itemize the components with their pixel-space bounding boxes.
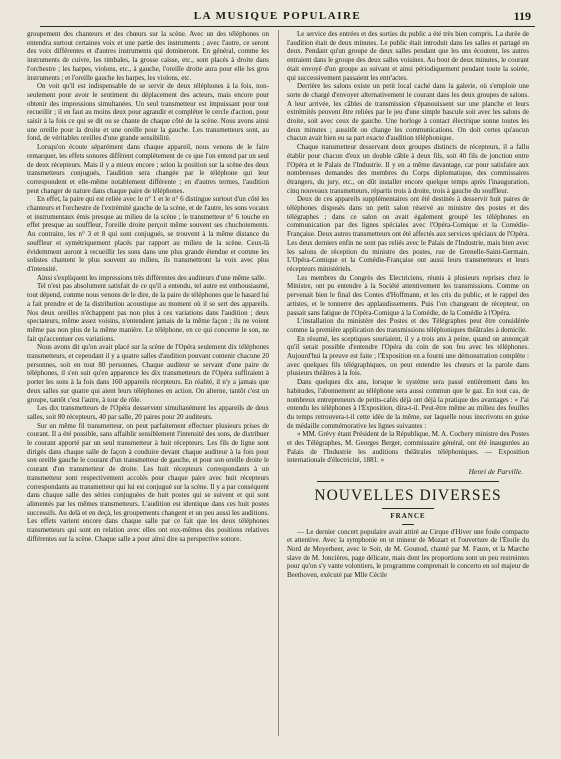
paragraph: groupement des chanteurs et des chœurs sur la scène. Avec un des téléphones on entendra surtout certaines voix et une partie des instruments ; avec l'autre, ce seront des voix différentes et d'autres instruments qui domineront. En général, comme les instruments de cuivre, les timbales, la grosse caisse, etc., sont placés à droite dans l'orchestre ; les harpes, violons, etc., à gauche, l'oreille droite aura pour elle les gros instruments ; et l'oreille gauche les harpes, les violons, etc.	[27, 30, 269, 82]
paragraph: En résumé, les sceptiques souriaient, il y a trois ans à peine, quand on annonçait qu'il serait possible d'entendre l'Opéra du coin de son feu avec les téléphones. Aujourd'hui la preuve est faite ; l'Exposition en a fourni une démonstration complète : avec quelques fils télégraphiques, on peut entendre les chœurs et la parole dans plusieurs théâtres à la fois.	[287, 334, 529, 378]
paragraph: Tel n'est pas absolument satisfait de ce qu'il a entendu, tel autre est enthousiasmé, tout dépend, comme nous venons de le dire, de la paire de téléphones que le hasard lui a fait prendre et de la distribution acoustique au moment où il se sert des appareils. Nos deux oreilles n'échappent pas non plus à ces variations dans l'audition ; deux spectateurs, même assez voisins, n'entendent jamais de la même façon ; ils ne voient même pas non plus de la même manière. Le téléphone, en ce qui concerne le son, ne fait qu'accentuer ces variations.	[27, 282, 269, 343]
running-title: LA MUSIQUE POPULAIRE	[193, 10, 362, 22]
section-separator	[317, 481, 499, 482]
left-column	[27, 30, 269, 736]
section-title: NOUVELLES DIVERSES	[314, 486, 502, 504]
author-signature: Henri de Parville.	[468, 467, 523, 477]
paragraph: Derrière les salons existe un petit local caché dans la galerie, où s'emploie une sorte de chargé d'envoyer alternativement le courant dans les deux groupes de salons. A leur arrivée, les câbles de transmission s'épanouissent sur une planche et leurs extrémités peuvent être reliées par le jeu d'une simple bascule soit avec les salons de droite, soit avec ceux de gauche. Une horloge à contact électrique sonne toutes les deux minutes ; aussitôt on change les communications. On doit certes qu'aucun chacun avait bien eu sa part exacte d'audition téléphonique.	[287, 82, 529, 143]
paragraph: Chaque transmetteur desservant deux groupes distincts de récepteurs, il a fallu établir pour chacun d'eux un double câble à deux fils, soit 40 fils de jonction entre l'Opéra et le Palais de l'Industrie. Il y en a même davantage, car pour satisfaire aux nombreuses demandes des membres du Corps diplomatique, des commissaires étrangers, du jury, etc., on dût installer encore quelque temps après l'inauguration, cinq nouveaux transmetteurs, répartis trois à droite, trois à gauche du souffleur.	[287, 143, 529, 195]
subsection-heading: FRANCE	[390, 511, 426, 520]
paragraph: Sur un même fil transmetteur, on peut parfaitement effectuer plusieurs prises de courant. Il a été possible, sans affaiblir sensiblement l'intensité des sons, de distribuer le courant apporté par un seul transmetteur à huit récepteurs. Les fils de ligne sont dirigés dans chaque salle de façon à conduire devant chaque auditeur à la fois pour son oreille gauche le courant d'un transmetteur de gauche, et pour son oreille droite le courant d'un transmetteur de droite. Les huit récepteurs correspondants à un transmetteur sont respectivement accolés pour chaque paire avec huit récepteurs correspondants au transmetteur qui lui est conjugué sur la scène. Il y a par conséquent dans chaque salle des séries conjuguées de huit postes qui se suivent et qui sont alimentés par les mêmes transmetteurs. L'audition est identique dans ces huit postes successifs. Au delà et en deçà, les groupements changent et un peu aussi les auditions. Les effets varient encore dans chaque salle par ce fait que les deux téléphones transmetteurs qui sont en relation avec elles ont eux-mêmes des positions relatives différentes sur la scène. Chaque salle a pour ainsi dire sa perspective sonore.	[27, 421, 269, 543]
paragraph: Deux de ces appareils supplémentaires ont été destinés à desservir huit paires de téléphones disposés dans un petit salon réservé au ministre des postes et des télégraphes ; dans ce salon on avait également groupé les téléphones en communication par des lignes spéciales avec l'Opéra-Comique et la Comédie-Française. Deux autres transmetteurs ont été affectés aux services spéciaux de l'Opéra. Les deux derniers enfin ne sont pas reliés avec le Palais de l'Industrie, mais bien avec les salons de réception du ministre des postes, rue de Grenelle-Saint-Germain. L'Opéra-Comique et la Comédie-Française ont aussi leurs transmetteurs et leurs récepteurs ministériels.	[287, 195, 529, 273]
paragraph: L'installation du ministère des Postes et des Télégraphes peut être considérée comme la première application des transmissions téléphoniques théâtrales à domicile.	[287, 317, 529, 334]
paragraph: On voit qu'il est indispensable de se servir de deux téléphones à la fois, non-seulement pour avoir le sentiment du déplacement des acteurs, mais encore pour obtenir des impressions simultanées. Un seul transmetteur est impuissant pour tout recueillir ; il en faut au moins deux pour agrandir et compléter le cercle d'action, pour saisir à la fois ce qui se dit ou se chante de chaque côté de la scène. Nous avons ainsi une oreille pour la droite et une oreille pour la gauche. Les transmetteurs sont, au fond, de véritables oreilles d'une grande sensibilité.	[27, 82, 269, 143]
paragraph: Lorsqu'on écoute séparément dans chaque appareil, nous venons de le faire remarquer, les effets sonores diffèrent complètement de ce que l'on entend par un seul de deux récepteurs. Mais il y a mieux encore ; selon la position sur la scène des deux transmetteurs conjugués, l'audition sera changée par le téléphone qui leur correspondent et elle-même notablement différente ; en d'autres termes, l'audition peut changer de nature dans chaque paire de téléphones.	[27, 143, 269, 195]
news-paragraph: — Le dernier concert populaire avait attiré au Cirque d'Hiver une foule compacte et attentive. Avec la symphonie en ut mineur de Mozart et l'ouverture de l'Étoile du Nord de Meyerbeer, avec le Soir, de M. Gounod, chanté par M. Faure, et la Marche slave de M. Joncières, page délicate, mais dont les proportions sont un peu restreintes pour qu'on s'y vante volontiers, le programme comprenait le concerto en sol majeur de Beethoven, exécuté par Mlle Cécile	[287, 527, 529, 580]
paragraph: Dans quelques dix ans, lorsque le système sera passé entièrement dans les habitudes, l'abonnement au téléphone sera aussi commun que le gaz. En tout cas, de nombreux entrepreneurs de petits-cafés déjà ont déjà la pratique des avantages : « J'ai entendu les téléphones à l'Exposition, dira-t-il. Peut-être même au milieu des feuilles du temps retrouvera-t-il cette idée de la même, sur laquelle nous inscrivons en guise de médaille commémorative les lignes suivantes :	[287, 378, 529, 430]
column-divider	[278, 30, 279, 736]
right-column	[287, 30, 529, 742]
subsection-rule	[402, 524, 414, 525]
paragraph: Nous avons dit qu'on avait placé sur la scène de l'Opéra seulement dix téléphones transmetteurs, et cependant il y a quatre salles d'audition pouvant contenir chacune 20 personnes, soit en tout 80 personnes. Chaque auditeur se servant d'une paire de téléphones, il s'en suit qu'en apparence les dix transmetteurs de l'Opéra suffiraient à porter les sons à la fois dans 160 appareils récepteurs. En réalité, il n'y a jamais que deux salles sur quatre qui aient leurs téléphones en action. On alterne, tantôt c'est un groupe, tantôt c'est l'autre, à tour de rôle.	[27, 343, 269, 404]
paragraph: En effet, la paire qui est reliée avec le n° 1 et le n° 6 distingue surtout d'un côté les chanteurs et l'orchestre de l'extrémité gauche de la scène, et de l'autre, les sons vocaux et instrumentaux émis presque au milieu de la scène ; le transmetteur n° 6 touche en effet presque au souffleur, l'oreille droite perçoit même souvent ses chuchotements. Au contraire, les n° 3 et 8 qui sont conjugués, se trouvent à la même distance du souffleur et symétriquement placés par rapport au milieu de la scène. Ceux-là évidemment auront à recueillir les sons dans une plus grande étendue et comme les solistes chantent le plus souvent au milieu, ils transmettront la voix avec plus d'intensité.	[27, 195, 269, 273]
header-rule	[40, 26, 535, 27]
paragraph: Le service des entrées et des sorties du public a été très bien compris. La durée de l'audition était de deux minutes. Le public était introduit dans les salles et partagé en deux. Pendant qu'un groupe de deux salles pendant que les uns écoutent, les autres entraient dans le groupe des deux salles voisines. Au bout de deux minutes, le courant était envoyé d'un groupe au suivant et ainsi périodiquement pendant toute la soirée, qui successivement passaient les entr'actes.	[287, 30, 529, 82]
paragraph: Les membres du Congrès des Electriciens, réunis à plusieurs reprises chez le Ministre, ont pu entendre à la Société attentivement les transmissions. Comme on pervenait bien le final des Contes d'Hoffmann, et les cris du public, et le rappel des artistes, et le tonnerre des applaudissements. Puis l'on changeant de récepteur, on passait sans fatigue de l'Opéra-Comique à la Comédie, de la Comédie à l'Opéra.	[287, 273, 529, 317]
paragraph: Les dix transmetteurs de l'Opéra desservent simultanément les appareils de deux salles, soit 80 récepteurs, 40 par salle, 20 paires pour 20 auditeurs.	[27, 404, 269, 421]
title-rule	[382, 508, 434, 509]
page-number: 119	[513, 9, 531, 23]
paragraph: Ainsi s'expliquent les impressions très différentes des auditeurs d'une même salle.	[37, 273, 266, 282]
paragraph: « MM. Grévy étant Président de la République, M. A. Cochery ministre des Postes et des Télégraphes, M. Georges Berger, commissaire général, ont été inaugurées au Palais de l'Industrie les auditions théâtrales téléphoniques. — Exposition internationale d'électricité, 1881. »	[287, 430, 529, 465]
